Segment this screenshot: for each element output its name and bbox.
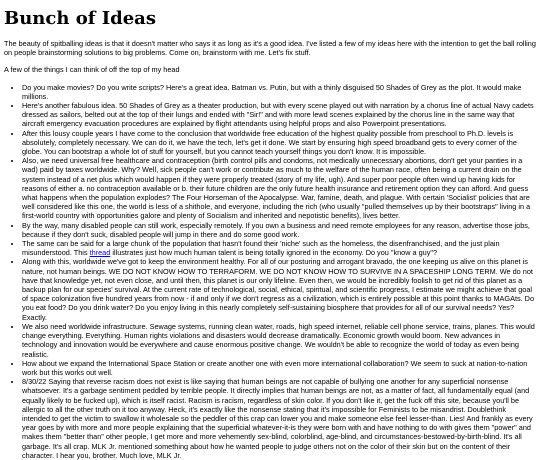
ideas-list [4, 83, 536, 460]
idea-item-theater: • Here's another fabulous idea. 50 Shades of Grey as a theater production, but with every scene played out with narration by a chorus line of actual Navy cadets dressed as sailors, belted out at the top of their lungs and ended with "Sir!" and with more lewd scenes explained by the chorus line in the same way that aircraft emergency evacuation procedures are explained by flight attendants using helpful props and also Powerpoint presentations. [22, 101, 536, 129]
idea-item-healthcare: • Also, we need universal free healthcare and contraception (birth control pills and condoms, not medically unnecessary abortions, don't get your panties in a wad) paid by taxes worldwide. Why? Well, sick people can't work or contribute as much to the welfare of the human race, often being a current drain on the system instead of a net plus which would happen if they were properly treated (story of my life, ugh). And super poor people often wind up having kids for reasons of either a. no contraception available or b. their future children are the only future health insurance and retirement option they can afford. And guess what happens when the population explodes? The Four Horseman of the Apocalypse. War, famine, death, and plague. With certain 'Socialist' policies that are well considered like this one, the world is less of a shithole, and everyone, including the rich (who usually "pulled themselves up by their bootstraps" living in a first-world country with opportunities galore and plenty of Socialism and inherited and nepotistic benefits), lives better. [22, 156, 536, 220]
lead-in-paragraph: A few of the things I can think of off the top of my head [4, 65, 180, 75]
page-title: Bunch of Ideas [4, 8, 156, 29]
niche-text: The same can be said for a large chunk of the population that hasn't found their 'niche' such as the homeless, the disenfranchised, and the just plain misunderstood. This [22, 239, 500, 258]
idea-item-space-station: • How about we expand the International Space Station or create another one with even more international collaboration? We seem to suck at nation-to-nation work but this works out well. [22, 359, 536, 377]
intro-paragraph: The beauty of spitballing ideas is that it doesn't matter who says it as long as it's a good idea. I've listed a few of my ideas here with the intention to get the ball rolling on people brainstorming solutions to big problems. Come on, brainstorm with me. Let's fix stuff. [4, 39, 536, 58]
idea-item-reverse-racism: • 8/30/22 Saying that reverse racism does not exist is like saying that human beings are not capable of bullying one another for any superficial nonsense whatsoever. It's a garbage sentiment peddled by terrible people. It directly implies that human beings are not, as a matter of fact, all fundamentally equal (and equally likely to be fucked up), which is itself racist. Racism is racism, regardless of skin color. If you don't like it, get the fuck off this site, because you'll be allergic to all the other truth on it too anyway. Heck, it's exactly like the nonsense stating that it's impossible for Feminists to be misandrist. Doublethink intended to get the victim to swallow it wholesale so the peddler of this crap can lower you and make someone else feel lesser-than. Lies! And frankly as every year goes by with more and more people explaining that the superficial whatever-it-is they were born with and have nothing to do with gives them "power" and makes them "better than" other people, I get more and more vehemently sex-blind, colorblind, age-blind, and circumstances-bestowed-by-birth-blind. It's all garbage. It's all crap. MLK Jr. mentioned something about how he wanted people to judge others not on the color of their skin but on the content of their character. I hear you, brother. Much love, MLK Jr. [22, 377, 536, 460]
idea-item-disabled-work: • By the way, many disabled people can still work, especially remotely. If you own a business and need remote employees for any reason, advertise those jobs, because if they don't suck, disabled people will jump in there and do some good work. [22, 221, 536, 239]
thread-link[interactable]: thread [89, 248, 111, 258]
idea-item-education: • After this lousy couple years I have come to the conclusion that worldwide free education of the highest quality possible from preschool to Ph.D. levels is absolutely, completely necessary. We can do it, we have the tech, let's get it done. We start by ensuring high speed broadband gets to every corner of the globe. You can bootstrap a whole lot of stuff for yourself, but you cannot teach yourself things you don't know. It is impossible. [22, 129, 536, 157]
niche-text-after: illustrates just how much human talent is being totally ignored in the economy. Do you "know a guy"? [112, 248, 438, 258]
idea-item-infrastructure: • We also need worldwide infrastructure. Sewage systems, running clean water, roads, high speed internet, reliable cell phone service, trains, planes. This would change everything. Everything. Human rights violations and disasters would decrease dramatically. Economic growth would boom. New advances in technology and innovation would be everywhere and cause enormous positive change. We wouldn't be able to recognize the world of today as even being realistic. [22, 322, 536, 359]
idea-item-niche [22, 239, 536, 257]
idea-item-movie: • Do you make movies? Do you write scripts? Here's a great idea. Batman vs. Putin, but with a thinly disguised 50 Shades of Grey as the plot. It would make millions. [22, 83, 536, 101]
idea-item-environment: • Along with this, worldwide we've got to keep the environment healthy. For all of our posturing and arrogant bravado, the one keeping us alive on this planet is nature, not human beings. WE DO NOT KNOW HOW TO TERRAFORM. WE DO NOT KNOW HOW TO SURVIVE IN A SPACESHIP LONG TERM. We do not have that knowledge yet, not even close, and until then, this planet is our only lifeline. Even then, we would be incredibly foolish to get rid of this planet as a backup plan for our species' survival. At the current rate of technological, social, ethical, spiritual, and scientific progress, I estimate we might achieve that goal of space colonization five hundred years from now - if and only if we don't regress as a civilization, which is entirely possible at this point thanks to MAGAts. Do you eat food? Do you drink water? Do you enjoy living in this nearly completely self-sustaining biosphere that provides for all of our survival needs? Yes? Exactly. [22, 257, 536, 321]
